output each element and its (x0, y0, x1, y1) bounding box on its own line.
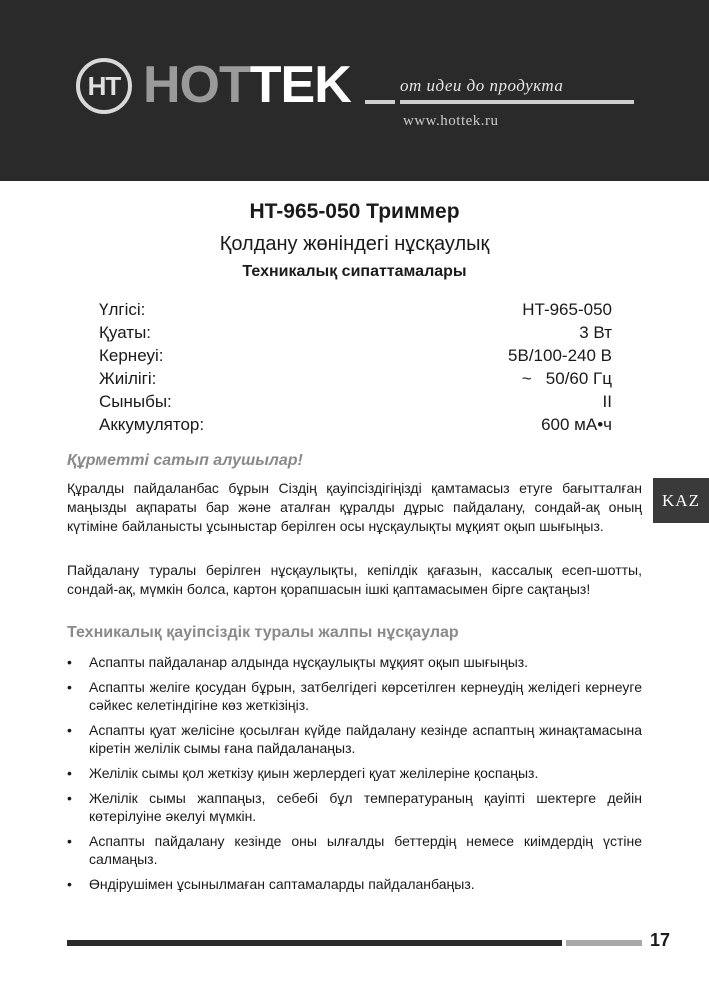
spec-value: 600 мА•ч (541, 415, 612, 434)
list-item: • Аспапты қуат желісіне қосылған күйде пайдалану кезінде аспаптың жинақтамасына кіретін желілік сымы ғана пайдаланаңыз. (67, 721, 642, 757)
safety-heading: Техникалық қауіпсіздік туралы жалпы нұсқаулар (67, 624, 459, 641)
spec-row-battery (99, 415, 612, 439)
list-item: • Аспапты пайдалану кезінде оны ылғалды беттердің немесе киімдердің үстіне салмаңыз. (67, 832, 642, 868)
storage-paragraph: Пайдалану туралы берілген нұсқаулықты, кепілдік қағазын, кассалық есеп-шотты, сондай-ақ, мүмкін болса, картон қорапшасын ішкі қаптамасымен бірге сақтаңыз! (67, 562, 642, 597)
list-item: • Өндірушімен ұсынылмаған саптамаларды пайдаланбаңыз. (67, 875, 642, 893)
manual-subtitle: Қолдану жөніндегі нұсқаулық (219, 233, 490, 255)
slogan-underline (400, 100, 634, 104)
spec-row-frequency (99, 369, 612, 393)
footer-rule-light (566, 940, 642, 946)
spec-label: Қуаты: (99, 323, 152, 342)
spec-value: ~ 50/60 Гц (521, 369, 612, 388)
safety-list (67, 653, 642, 900)
spec-row-voltage (99, 346, 612, 370)
header-banner (0, 0, 709, 181)
spec-label: Кернеуі: (99, 346, 164, 365)
spec-label: Үлгісі: (99, 300, 146, 319)
brand-text-hot: HOT (143, 56, 250, 114)
slogan-dash-short (365, 100, 395, 104)
brand-logo-mark: HT (76, 58, 132, 114)
spec-label: Аккумулятор: (99, 415, 205, 434)
brand-website: www.hottek.ru (403, 113, 499, 129)
spec-row-class (99, 392, 612, 416)
list-item: • Аспапты желіге қосудан бұрын, затбелгідегі көрсетілген кернеудің желідегі кернеуге сәйкес келетіндігіне көз жеткізіңіз. (67, 678, 642, 714)
spec-label: Жиілігі: (99, 369, 157, 388)
brand-logo-text (143, 55, 351, 115)
product-title: HT-965-050 Триммер (249, 200, 460, 223)
spec-value: 5В/100-240 В (508, 346, 612, 365)
brand-text-tek: TEK (249, 56, 351, 114)
spec-row-model (99, 300, 612, 324)
greeting-heading: Құрметті сатып алушылар! (67, 452, 303, 469)
list-item: • Желілік сымы жаппаңыз, себебі бұл температураның қауіпті шектерге дейін көтерілуіне әкелуі мүмкін. (67, 789, 642, 825)
list-item: • Аспапты пайдаланар алдында нұсқаулықты мұқият оқып шығыңыз. (67, 653, 642, 671)
specs-heading: Техникалық сипаттамалары (242, 263, 467, 280)
page-number: 17 (650, 930, 671, 950)
language-tab-kaz: KAZ (653, 478, 709, 523)
spec-value: 3 Вт (579, 323, 612, 342)
footer-rule-dark (67, 940, 562, 946)
spec-value: HT-965-050 (522, 300, 612, 319)
spec-label: Сыныбы: (99, 392, 172, 411)
list-item: • Желілік сымы қол жеткізу қиын жерлердегі қуат желілеріне қоспаңыз. (67, 764, 642, 782)
intro-paragraph: Құралды пайдаланбас бұрын Сіздің қауіпсіздігіңізді қамтамасыз етуге бағытталған маңызды ақпараты бар және аталған құралды дұрыс пайдалану, сондай-ақ оның күтіміне байланысты ұсыныстар берілген осы нұсқаулықты мұқият оқып шығыңыз. (67, 480, 642, 534)
brand-slogan: от идеи до продукта (400, 76, 564, 95)
spec-row-power (99, 323, 612, 347)
spec-value: II (602, 392, 612, 411)
